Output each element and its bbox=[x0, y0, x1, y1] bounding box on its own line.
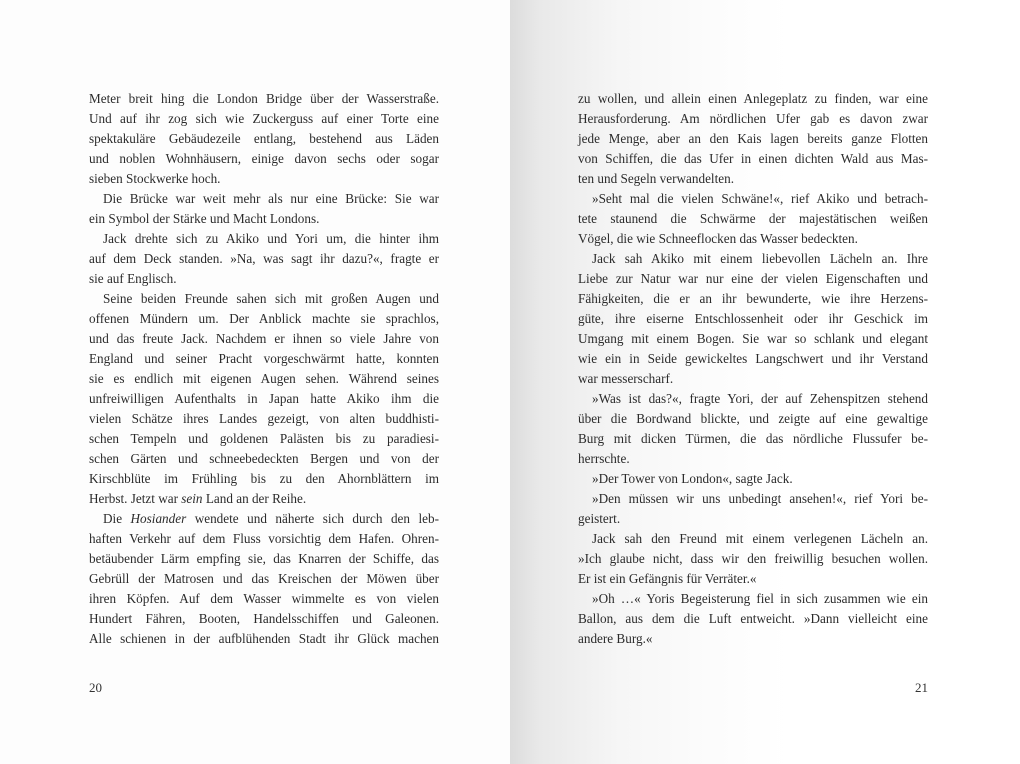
right-page-text bbox=[578, 89, 928, 649]
text-line: »Was ist das?«, fragte Yori, der auf Zehenspitzen stehend bbox=[592, 391, 928, 406]
text-line: Meter breit hing die London Bridge über der Wasserstraße. bbox=[89, 91, 439, 106]
text-line: Er ist ein Gefängnis für Verräter.« bbox=[578, 571, 757, 586]
text-segment: Die bbox=[103, 511, 131, 526]
text-line: ten und Segeln verwandelten. bbox=[578, 171, 735, 186]
emphasized-word: sein bbox=[181, 491, 203, 506]
text-line: Umgang mit einem Bogen. Sie war so schlank und elegant bbox=[578, 331, 928, 346]
text-segment: wendete und näherte sich durch den leb- bbox=[186, 511, 439, 526]
text-line: Liebe zur Natur war nur eine der vielen Eigenschaften und bbox=[578, 271, 928, 286]
text-line: Jack sah den Freund mit einem verlegenen Lächeln an. bbox=[592, 531, 928, 546]
text-line: Vögel, die wie Schneeflocken das Wasser bedeckten. bbox=[578, 231, 858, 246]
left-page-number: 20 bbox=[89, 680, 102, 695]
text-line: Burg mit dicken Türmen, die das nördliche Flussufer be- bbox=[578, 431, 928, 446]
text-line bbox=[89, 489, 439, 509]
text-line: Ballon, aus dem die Luft entweicht. »Dann vielleicht eine bbox=[578, 611, 928, 626]
text-line: »Seht mal die vielen Schwäne!«, rief Akiko und betrach- bbox=[592, 191, 928, 206]
text-line: schen Gärten und schneebedeckten Bergen und von der bbox=[89, 451, 439, 466]
text-line: und noblen Wohnhäusern, einige davon sechs oder sogar bbox=[89, 151, 439, 166]
right-page-number: 21 bbox=[915, 680, 928, 695]
text-line: war messerscharf. bbox=[578, 371, 674, 386]
text-line: »Der Tower von London«, sagte Jack. bbox=[592, 471, 793, 486]
text-line: »Oh …« Yoris Begeisterung fiel in sich zusammen wie ein bbox=[592, 591, 928, 606]
text-line: ein Symbol der Stärke und Macht Londons. bbox=[89, 211, 320, 226]
text-line: Kirschblüte im Frühling bis zu den Ahornblättern im bbox=[89, 471, 439, 486]
text-line: schen Tempeln und goldenen Palästen bis zu paradiesi- bbox=[89, 431, 439, 446]
text-segment: Land an der Reihe. bbox=[202, 491, 307, 506]
text-line: England und seiner Pracht vorgeschwärmt hatte, konnten bbox=[89, 351, 439, 366]
text-line: über die Bordwand blickte, und zeigte auf eine gewaltige bbox=[578, 411, 928, 426]
text-line: güte, ihre eiserne Entschlossenheit oder ihr Geschick im bbox=[578, 311, 928, 326]
text-line: ihren Köpfen. Auf dem Wasser wimmelte es von vielen bbox=[89, 591, 439, 606]
text-line: vielen Schätze ihres Landes gezeigt, von alten buddhisti- bbox=[89, 411, 439, 426]
emphasized-word: Hosiander bbox=[130, 511, 187, 526]
text-line: sie auf Englisch. bbox=[89, 271, 177, 286]
text-line bbox=[89, 509, 439, 529]
text-line: und das freute Jack. Nachdem er ihnen so viele Jahre von bbox=[89, 331, 439, 346]
text-line: Gebrüll der Matrosen und das Kreischen der Möwen über bbox=[89, 571, 439, 586]
text-line: auf dem Deck standen. »Na, was sagt ihr dazu?«, fragte er bbox=[89, 251, 439, 266]
text-line: »Ich glaube nicht, dass wir den freiwillig besuchen wollen. bbox=[578, 551, 928, 566]
text-line: Jack sah Akiko mit einem liebevollen Lächeln an. Ihre bbox=[592, 251, 928, 266]
text-line: herrschte. bbox=[578, 451, 630, 466]
text-line: Fähigkeiten, die er an ihr bewunderte, wie ihre Herzens- bbox=[578, 291, 928, 306]
text-line: wie ein in Seide gewickeltes Langschwert und ihr Verstand bbox=[578, 351, 928, 366]
text-line: betäubender Lärm empfing sie, das Knarren der Schiffe, das bbox=[89, 551, 439, 566]
text-line: unfreiwilligen Aufenthalts in Japan hatte Akiko ihm die bbox=[89, 391, 439, 406]
text-line: geistert. bbox=[578, 511, 621, 526]
text-line: sieben Stockwerke hoch. bbox=[89, 171, 221, 186]
text-line: Hundert Fähren, Booten, Handelsschiffen und Galeonen. bbox=[89, 611, 439, 626]
text-line: Und auf ihr zog sich wie Zuckerguss auf einer Torte eine bbox=[89, 111, 439, 126]
text-line: offenen Mündern um. Der Anblick machte sie sprachlos, bbox=[89, 311, 439, 326]
text-line: andere Burg.« bbox=[578, 631, 653, 646]
text-line: haften Verkehr auf dem Fluss vorsichtig dem Hafen. Ohren- bbox=[89, 531, 439, 546]
text-line: Jack drehte sich zu Akiko und Yori um, die hinter ihm bbox=[103, 231, 439, 246]
right-page bbox=[510, 0, 1020, 764]
text-line: zu wollen, und allein einen Anlegeplatz zu finden, war eine bbox=[578, 91, 928, 106]
text-line: spektakuläre Gebäudezeile entlang, bestehend aus Läden bbox=[89, 131, 439, 146]
text-segment: Herbst. Jetzt war bbox=[89, 491, 182, 506]
text-line: sie es endlich mit eigenen Augen sehen. Während seines bbox=[89, 371, 439, 386]
text-line: »Den müssen wir uns unbedingt ansehen!«, rief Yori be- bbox=[592, 491, 928, 506]
text-line: Alle schienen in der aufblühenden Stadt ihr Glück machen bbox=[89, 631, 439, 646]
text-line: jede Menge, aber an den Kais lagen bereits ganze Flotten bbox=[578, 131, 928, 146]
text-line: von Schiffen, die das Ufer in einen dichten Wald aus Mas- bbox=[578, 151, 928, 166]
text-line: Die Brücke war weit mehr als nur eine Brücke: Sie war bbox=[103, 191, 439, 206]
text-line: Herausforderung. Am nördlichen Ufer gab es davon zwar bbox=[578, 111, 928, 126]
text-line: tete staunend die Schwärme der majestätischen weißen bbox=[578, 211, 928, 226]
left-page-text bbox=[89, 89, 439, 649]
text-line: Seine beiden Freunde sahen sich mit großen Augen und bbox=[103, 291, 439, 306]
